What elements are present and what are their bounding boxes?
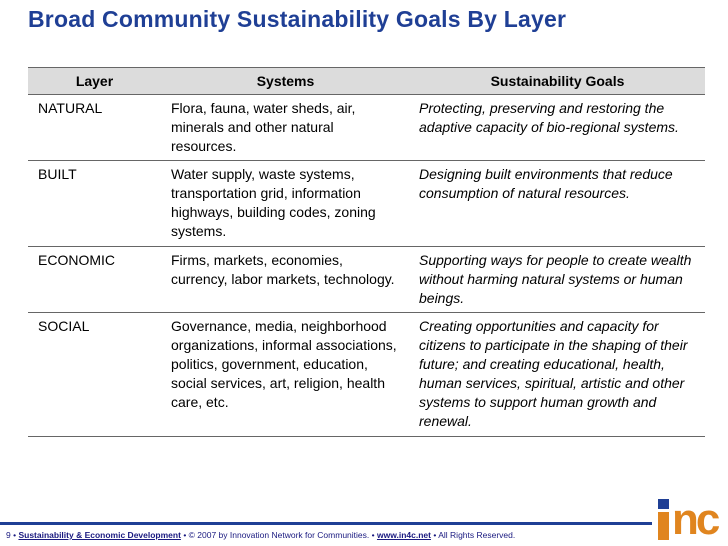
- sustainability-goals-table: [28, 67, 705, 437]
- table-row-built: [28, 161, 705, 247]
- page-title: Broad Community Sustainability Goals By Layer: [28, 6, 567, 32]
- footer-divider: [0, 522, 652, 525]
- layer-cell: NATURAL: [28, 95, 161, 161]
- goals-cell: Supporting ways for people to create wealth without harming natural systems or human beings.: [410, 247, 705, 313]
- layer-cell: BUILT: [28, 161, 161, 247]
- inc-logo: [654, 495, 724, 544]
- layer-cell: ECONOMIC: [28, 247, 161, 313]
- footer: [6, 530, 656, 540]
- table-row-economic: [28, 247, 705, 313]
- table-row-social: [28, 313, 705, 437]
- footer-copyright: • © 2007 by Innovation Network for Communities. •: [183, 530, 375, 540]
- column-header-systems: Systems: [161, 68, 410, 95]
- footer-course-link[interactable]: Sustainability & Economic Development: [18, 530, 181, 540]
- logo-stem: [658, 512, 669, 540]
- systems-cell: Firms, markets, economies, currency, labor markets, technology.: [161, 247, 410, 313]
- systems-cell: Flora, fauna, water sheds, air, minerals and other natural resources.: [161, 95, 410, 161]
- table-header-row: [28, 68, 705, 95]
- layer-cell: SOCIAL: [28, 313, 161, 437]
- footer-url-link[interactable]: www.in4c.net: [376, 530, 431, 540]
- systems-cell: Governance, media, neighborhood organizations, informal associations, politics, government, education, social services, art, religion, health care, etc.: [161, 313, 410, 437]
- column-header-layer: Layer: [28, 68, 161, 95]
- table-row-natural: [28, 95, 705, 161]
- footer-rights: • All Rights Reserved.: [433, 530, 516, 540]
- goals-cell: Protecting, preserving and restoring the adaptive capacity of bio-regional systems.: [410, 95, 705, 161]
- logo-dot: [658, 499, 669, 509]
- goals-cell: Designing built environments that reduce consumption of natural resources.: [410, 161, 705, 247]
- systems-cell: Water supply, waste systems, transportation grid, information highways, building codes, zoning systems.: [161, 161, 410, 247]
- logo-letters: nc: [672, 495, 718, 544]
- column-header-goals: Sustainability Goals: [410, 68, 705, 95]
- footer-page-number: 9 •: [6, 530, 17, 540]
- goals-cell: Creating opportunities and capacity for citizens to participate in the shaping of their future; and creating educational, health, human services, spiritual, artistic and other systems to support human growth and renewal.: [410, 313, 705, 437]
